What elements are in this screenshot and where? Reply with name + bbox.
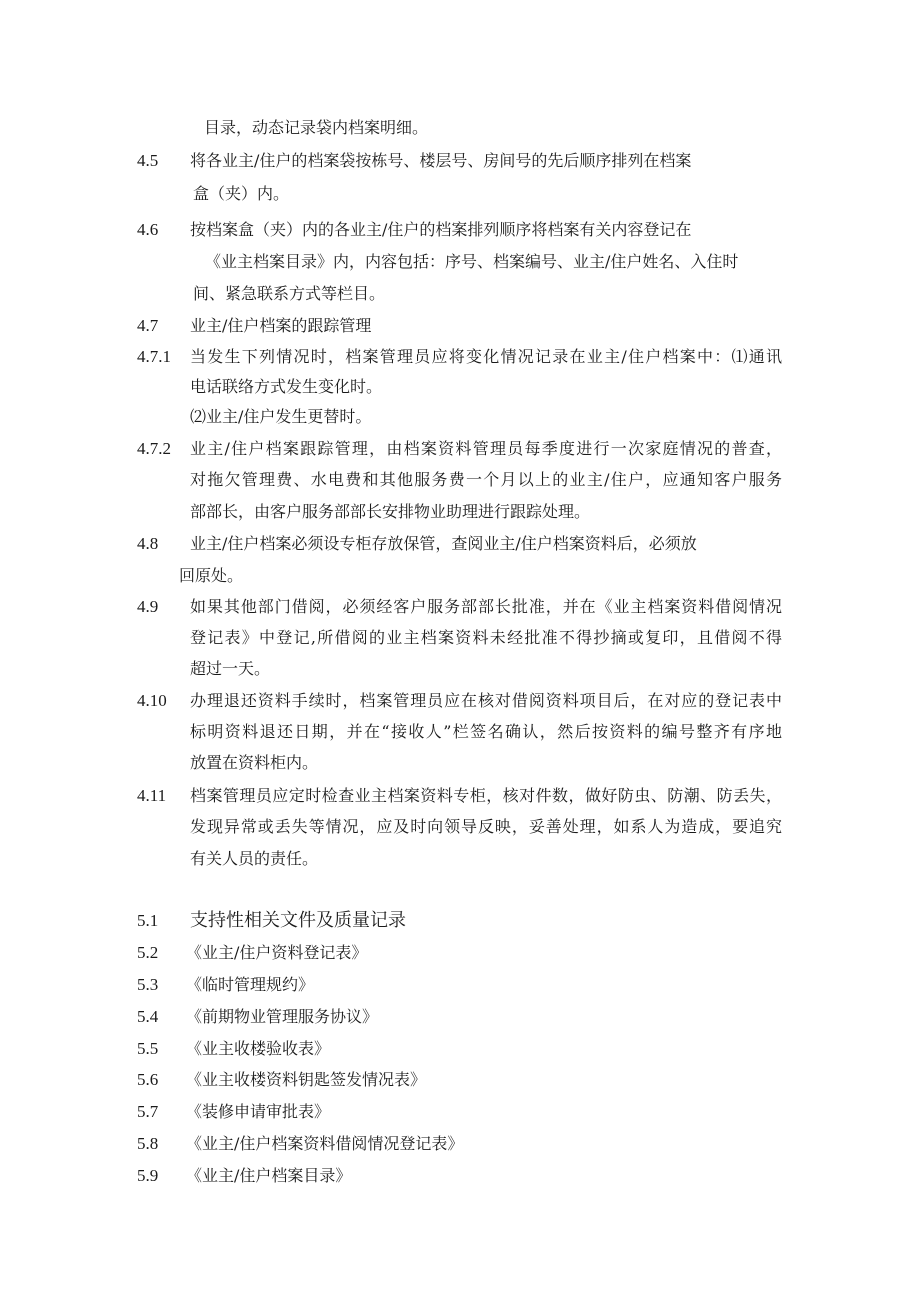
item-4-7-2-line-2: 对拖欠管理费、水电费和其他服务费一个月以上的业主/住户，应通知客户服务 — [190, 470, 782, 489]
item-4-8-line-1: 业主/住户档案必须设专柜存放保管，查阅业主/住户档案资料后，必须放 — [190, 534, 697, 553]
item-4-11-number: 4.11 — [137, 786, 167, 805]
list-item-number: 5.4 — [137, 1007, 159, 1026]
list-item-number: 5.7 — [137, 1102, 159, 1121]
item-4-5-number: 4.5 — [137, 151, 159, 170]
list-item: 《业主/住户资料登记表》 — [186, 943, 368, 962]
list-item: 《业主收楼验收表》 — [186, 1039, 331, 1058]
item-4-5-line-2: 盒（夹）内。 — [193, 184, 290, 203]
list-item: 《前期物业管理服务协议》 — [186, 1007, 379, 1026]
list-item-number: 5.3 — [137, 975, 159, 994]
item-4-9-line-3: 超过一天。 — [190, 659, 271, 678]
list-item-number: 5.9 — [137, 1166, 159, 1185]
item-4-7-1-number: 4.7.1 — [137, 347, 171, 366]
list-item: 《业主收楼资料钥匙签发情况表》 — [186, 1070, 427, 1089]
list-item: 《业主/住户档案目录》 — [186, 1166, 352, 1185]
list-item: 《业主/住户档案资料借阅情况登记表》 — [186, 1134, 464, 1153]
item-4-10-line-3: 放置在资料柜内。 — [190, 753, 319, 772]
item-4-7-1-line-1: 当发生下列情况时，档案管理员应将变化情况记录在业主/住户档案中：⑴通讯 — [190, 347, 782, 366]
item-4-7-number: 4.7 — [137, 316, 159, 335]
list-item-number: 5.2 — [137, 943, 159, 962]
item-4-10-line-2: 标明资料退还日期，并在“接收人”栏签名确认，然后按资料的编号整齐有序地 — [190, 722, 782, 741]
item-4-7-2-line-1: 业主/住户档案跟踪管理，由档案资料管理员每季度进行一次家庭情况的普查， — [190, 439, 782, 458]
item-4-6-line-1: 按档案盒（夹）内的各业主/住户的档案排列顺序将档案有关内容登记在 — [190, 220, 692, 239]
list-item-number: 5.8 — [137, 1134, 159, 1153]
list-item: 《临时管理规约》 — [186, 975, 315, 994]
item-4-4-continuation: 目录，动态记录袋内档案明细。 — [204, 118, 429, 137]
item-4-11-line-2: 发现异常或丢失等情况，应及时向领导反映，妥善处理，如系人为造成，要追究 — [190, 817, 782, 836]
list-item-number: 5.6 — [137, 1070, 159, 1089]
item-4-6-number: 4.6 — [137, 220, 159, 239]
item-4-6-line-2: 《业主档案目录》内，内容包括：序号、档案编号、业主/住户姓名、入住时 — [205, 252, 739, 271]
section-5-heading: 支持性相关文件及质量记录 — [190, 910, 406, 931]
item-4-6-line-3: 间、紧急联系方式等栏目。 — [193, 284, 386, 303]
item-4-8-number: 4.8 — [137, 534, 159, 553]
list-item-number: 5.5 — [137, 1039, 159, 1058]
item-4-8-line-2: 回原处。 — [179, 566, 244, 585]
item-4-10-line-1: 办理退还资料手续时，档案管理员应在核对借阅资料项目后，在对应的登记表中 — [190, 691, 782, 710]
item-4-7-1-line-2: 电话联络方式发生变化时。 — [190, 377, 383, 396]
item-4-5-line-1: 将各业主/住户的档案袋按栋号、楼层号、房间号的先后顺序排列在档案 — [190, 151, 692, 170]
item-4-11-line-3: 有关人员的责任。 — [190, 849, 319, 868]
item-4-7-line-1: 业主/住户档案的跟踪管理 — [190, 316, 372, 335]
list-item: 《装修申请审批表》 — [186, 1102, 331, 1121]
item-4-7-2-number: 4.7.2 — [137, 439, 171, 458]
item-4-9-line-1: 如果其他部门借阅，必须经客户服务部部长批准，并在《业主档案资料借阅情况 — [190, 597, 782, 616]
item-4-7-2-line-3: 部部长，由客户服务部部长安排物业助理进行跟踪处理。 — [190, 502, 591, 521]
item-4-7-1-line-3: ⑵业主/住户发生更替时。 — [190, 407, 372, 426]
item-4-9-line-2: 登记表》中登记,所借阅的业主档案资料未经批准不得抄摘或复印，且借阅不得 — [190, 628, 782, 647]
section-5-heading-number: 5.1 — [137, 911, 159, 930]
item-4-9-number: 4.9 — [137, 597, 159, 616]
item-4-11-line-1: 档案管理员应定时检查业主档案资料专柜，核对件数，做好防虫、防潮、防丢失， — [190, 786, 782, 805]
item-4-10-number: 4.10 — [137, 691, 167, 710]
